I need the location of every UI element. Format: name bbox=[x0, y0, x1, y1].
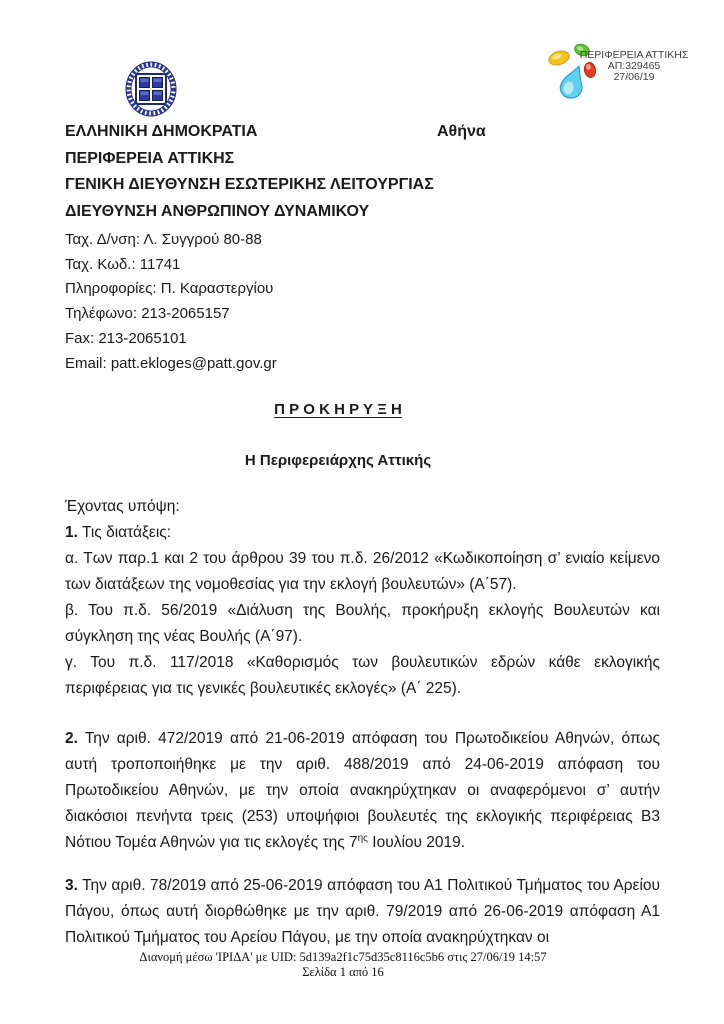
distribution-note: Διανομή μέσω 'ΙΡΙΔΑ' με UID: 5d139a2f1c75d35c8116c5b6 στις 27/06/19 14:57 bbox=[139, 950, 547, 964]
document-title: Π Ρ Ο Κ Η Ρ Υ Ξ Η bbox=[274, 401, 402, 418]
letterhead bbox=[65, 119, 660, 225]
contact-fax: Fax: 213-2065101 bbox=[65, 329, 187, 347]
document-body bbox=[65, 494, 660, 951]
paragraph-1a: α. Των παρ.1 και 2 του άρθρου 39 του π.δ. 26/2012 «Κωδικοποίηση σ’ ενιαίο κείμενο των διατάξεων της νομοθεσίας για την εκλογή βουλευτών» (Α΄57). bbox=[65, 550, 660, 593]
contact-address: Ταχ. Δ/νση: Λ. Συγγρού 80-88 bbox=[65, 231, 262, 248]
ordinal-superscript: ης bbox=[357, 832, 368, 844]
paragraph-1c: γ. Του π.δ. 117/2018 «Καθορισμός των βουλευτικών εδρών κάθε εκλογικής περιφέρειας για τις γενικές βουλευτικές εκλογές» (Α΄ 225). bbox=[65, 654, 660, 697]
org-line-directorate-general: ΓΕΝΙΚΗ ΔΙΕΥΘΥΝΣΗ ΕΣΩΤΕΡΙΚΗΣ ΛΕΙΤΟΥΡΓΙΑΣ bbox=[65, 176, 434, 193]
irida-stamp bbox=[546, 40, 716, 112]
contact-phone: Τηλέφωνο: 213-2065157 bbox=[65, 305, 230, 323]
contact-details bbox=[65, 228, 660, 376]
paragraph-1b: β. Του π.δ. 56/2019 «Διάλυση της Βουλής, προκήρυξη εκλογής Βουλευτών και σύγκληση της νέας Βουλής (Α΄97). bbox=[65, 602, 660, 645]
intro-line: Έχοντας υπόψη: bbox=[65, 498, 180, 515]
stamp-protocol-number: ΑΠ:329465 bbox=[607, 60, 661, 72]
page-footer bbox=[0, 950, 686, 980]
document-subtitle: Η Περιφερειάρχης Αττικής bbox=[244, 452, 432, 469]
contact-information: Πληροφορίες: Π. Καραστεργίου bbox=[65, 280, 274, 298]
contact-postal-code: Ταχ. Κωδ.: 11741 bbox=[65, 255, 181, 273]
paragraph-2: 2. Την αριθ. 472/2019 από 21-06-2019 απόφαση του Πρωτοδικείου Αθηνών, όπως αυτή τροποποιήθηκε με την αριθ. 488/2019 από 24-06-2019 απόφαση του Πρωτοδικείου Αθηνών, με την οποία ανακηρύχτηκαν οι αναφερόμενοι σ’ αυτήν διακόσιοι πενήντα τρεις (253) υποψήφιοι βουλευτές της εκλογικής περιφέρειας Β3 Νότιου Τομέα Αθηνών για τις εκλογές της $7^{\eta\varsigma}$ Ιουλίου 2019. bbox=[65, 730, 660, 851]
item-1: 1. Τις διατάξεις: bbox=[65, 524, 172, 541]
stamp-org: ΠΕΡΙΦΕΡΕΙΑ ΑΤΤΙΚΗΣ bbox=[579, 49, 689, 61]
page-number: Σελίδα 1 από 16 bbox=[302, 965, 384, 979]
city-label: Αθήνα bbox=[437, 123, 486, 140]
org-line-directorate: ΔΙΕΥΘΥΝΣΗ ΑΝΘΡΩΠΙΝΟΥ ΔΥΝΑΜΙΚΟΥ bbox=[65, 202, 370, 220]
org-line-republic: ΕΛΛΗΝΙΚΗ ΔΗΜΟΚΡΑΤΙΑ Αθήνα bbox=[65, 119, 660, 146]
paragraph-3: 3. Την αριθ. 78/2019 από 25-06-2019 απόφαση του Α1 Πολιτικού Τμήματος του Αρείου Πάγου, όπως αυτή διορθώθηκε με την αριθ. 79/2019 από 26-06-2019 απόφαση Α1 Πολιτικού Τμήματος του Αρείου Πάγου, με την οποία ανακηρύχτηκαν οι bbox=[65, 877, 660, 946]
greek-emblem-icon bbox=[124, 61, 178, 117]
contact-email: Email: patt.ekloges@patt.gov.gr bbox=[65, 354, 277, 372]
org-line-region: ΠΕΡΙΦΕΡΕΙΑ ΑΤΤΙΚΗΣ bbox=[65, 149, 235, 167]
stamp-date: 27/06/19 bbox=[613, 71, 655, 83]
